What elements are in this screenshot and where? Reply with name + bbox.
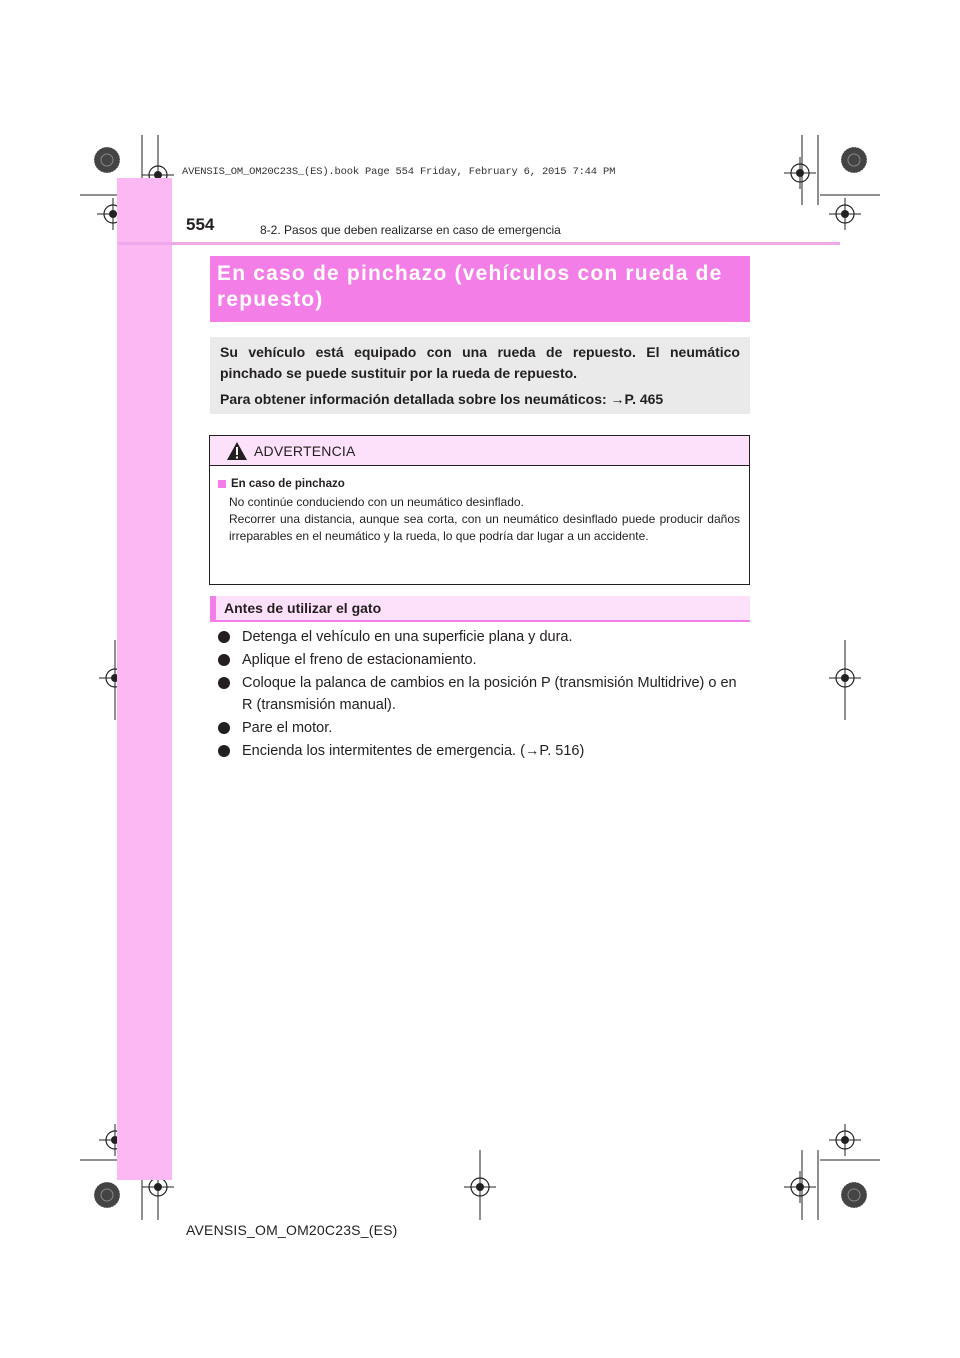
warning-text-2: Recorrer una distancia, aunque sea corta, con un neumático desinflado puede producir daños irreparables en el neumático y la rueda, lo que podría dar lugar a un accidente. <box>229 512 740 543</box>
page-number: 554 <box>186 215 215 234</box>
warning-triangle-icon <box>226 441 248 461</box>
warning-heading: ADVERTENCIA <box>254 442 356 459</box>
list-item <box>214 717 748 739</box>
list-item <box>214 740 748 762</box>
title-line-2: repuesto) <box>217 288 324 311</box>
warning-text-1: No continúe conduciendo con un neumático desinflado. <box>229 495 524 509</box>
list-item <box>214 626 748 648</box>
warning-header <box>210 436 749 466</box>
list-item <box>214 672 748 716</box>
intro-text-2: Para obtener información detallada sobre los neumáticos: →P. 465 <box>220 391 664 407</box>
header-rule <box>118 242 840 245</box>
bullet-dot-icon <box>218 631 230 643</box>
warning-subheading: En caso de pinchazo <box>231 478 345 490</box>
print-info-line: AVENSIS_OM_OM20C23S_(ES).book Page 554 Friday, February 6, 2015 7:44 PM <box>182 166 616 178</box>
title-line-1: En caso de pinchazo (vehículos con rueda de <box>217 262 723 285</box>
footer-doc-id: AVENSIS_OM_OM20C23S_(ES) <box>186 1222 398 1238</box>
warning-box <box>209 435 750 585</box>
jack-section-heading: Antes de utilizar el gato <box>210 596 750 622</box>
intro-box <box>210 337 750 414</box>
bullet-dot-icon <box>218 722 230 734</box>
list-item-text: Aplique el freno de estacionamiento. <box>242 652 477 668</box>
list-item-text: Detenga el vehículo en una superficie plana y dura. <box>242 629 573 645</box>
intro-text-1: Su vehículo está equipado con una rueda de repuesto. El neumático pinchado se puede sustituir por la rueda de repuesto. <box>220 344 740 381</box>
list-item-text: Coloque la palanca de cambios en la posición P (transmisión Multidrive) o en R (transmisión manual). <box>242 675 737 713</box>
side-color-strip <box>117 178 172 1180</box>
list-item-text: Encienda los intermitentes de emergencia. (→P. 516) <box>242 743 585 759</box>
bullet-dot-icon <box>218 654 230 666</box>
list-item-text: Pare el motor. <box>242 720 333 736</box>
pink-square-icon <box>218 480 226 488</box>
bullet-list <box>214 626 748 762</box>
warning-subheading-row <box>218 478 740 490</box>
title-box <box>210 256 750 322</box>
section-header: 8-2. Pasos que deben realizarse en caso de emergencia <box>260 223 561 237</box>
list-item <box>214 649 748 671</box>
bullet-dot-icon <box>218 677 230 689</box>
bullet-dot-icon <box>218 745 230 757</box>
